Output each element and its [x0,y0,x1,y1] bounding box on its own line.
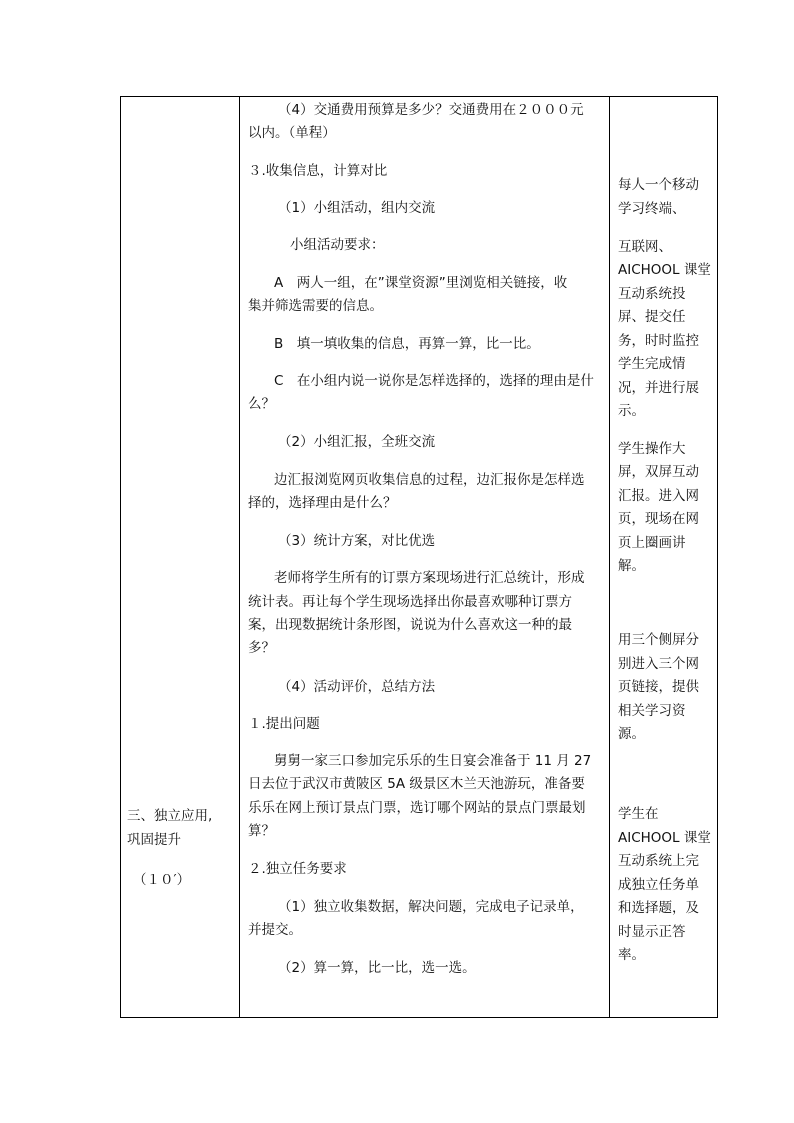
content-line: 算？ [248,823,275,839]
notes-line: 率。 [618,947,645,963]
content-line: 乐乐在网上预订景点门票，选订哪个网站的景点门票最划 [248,800,586,816]
notes-line: 汇报。进入网 [618,488,699,504]
notes-line: 每人一个移动 [618,177,699,193]
notes-line: 页链接，提供 [618,679,699,695]
notes-line: 务，时时监控 [618,333,699,349]
content-line: ３.收集信息，计算对比 [248,163,388,179]
content-line: （3）统计方案，对比优选 [278,533,436,549]
notes-line: 时显示正答 [618,924,686,940]
notes-line: AICHOOL 课堂 [618,830,711,846]
notes-line: 况，并进行展 [618,380,699,396]
notes-line: 互动系统投 [618,286,686,302]
content-line: ２.独立任务要求 [248,861,347,877]
stage-title-line: 巩固提升 [127,832,181,848]
content-line: 么？ [248,396,275,412]
content-line: （4）交通费用预算是多少？交通费用在２０００元 [278,102,584,118]
notes-line: 互动系统上完 [618,853,699,869]
stage-duration: （１０′） [133,872,191,888]
notes-line: 学生完成情 [618,356,686,372]
notes-line: 页上圈画讲 [618,535,686,551]
content-line: 并提交。 [248,922,302,938]
stage-title-line: 三、独立应用, [127,808,213,824]
content-line: （2）小组汇报，全班交流 [278,434,436,450]
content-line: （4）活动评价，总结方法 [278,679,436,695]
content-line: 择的，选择理由是什么？ [248,495,397,511]
content-line: 边汇报浏览网页收集信息的过程，边汇报你是怎样选 [274,472,585,488]
content-line: （1）小组活动，组内交流 [278,200,436,216]
content-line: B 填一填收集的信息，再算一算，比一比。 [274,336,540,352]
content-line: 舅舅一家三口参加完乐乐的生日宴会准备于 11 月 27 [274,753,592,769]
content-line: （2）算一算，比一比，选一选。 [278,960,476,976]
content-line: 以内。（单程） [248,125,336,141]
content-line: 老师将学生所有的订票方案现场进行汇总统计，形成 [274,570,585,586]
content-column [240,97,609,1017]
notes-column [610,97,719,1017]
notes-line: 别进入三个网 [618,656,699,672]
notes-line: 解。 [618,558,645,574]
content-line: １.提出问题 [248,716,320,732]
notes-line: 用三个侧屏分 [618,632,699,648]
content-line: 日去位于武汉市黄陂区 5A 级景区木兰天池游玩，准备要 [248,776,585,792]
notes-line: 成独立任务单 [618,877,699,893]
notes-line: 和选择题，及 [618,900,699,916]
notes-line: 示。 [618,403,645,419]
notes-line: 页，现场在网 [618,511,699,527]
notes-line: 源。 [618,726,645,742]
content-line: 集并筛选需要的信息。 [248,298,383,314]
content-line: 案，出现数据统计条形图，说说为什么喜欢这一种的最 [248,617,572,633]
notes-line: 互联网、 [618,239,672,255]
content-line: C 在小组内说一说你是怎样选择的，选择的理由是什 [274,373,594,389]
notes-line: AICHOOL 课堂 [618,262,711,278]
notes-line: 屏、提交任 [618,309,686,325]
content-line: （1）独立收集数据，解决问题，完成电子记录单， [278,899,584,915]
notes-line: 相关学习资 [618,703,686,719]
notes-line: 学生在 [618,806,659,822]
notes-line: 屏，双屏互动 [618,464,699,480]
content-line: 统计表。再让每个学生现场选择出你最喜欢哪种订票方 [248,594,572,610]
notes-line: 学生操作大 [618,441,686,457]
content-line: A 两人一组，在”课堂资源”里浏览相关链接，收 [274,275,568,291]
content-line: 小组活动要求： [290,237,385,253]
lesson-plan-table [120,96,718,1018]
stage-column [121,97,239,1017]
content-line: 多？ [248,640,275,656]
notes-line: 学习终端、 [618,201,686,217]
